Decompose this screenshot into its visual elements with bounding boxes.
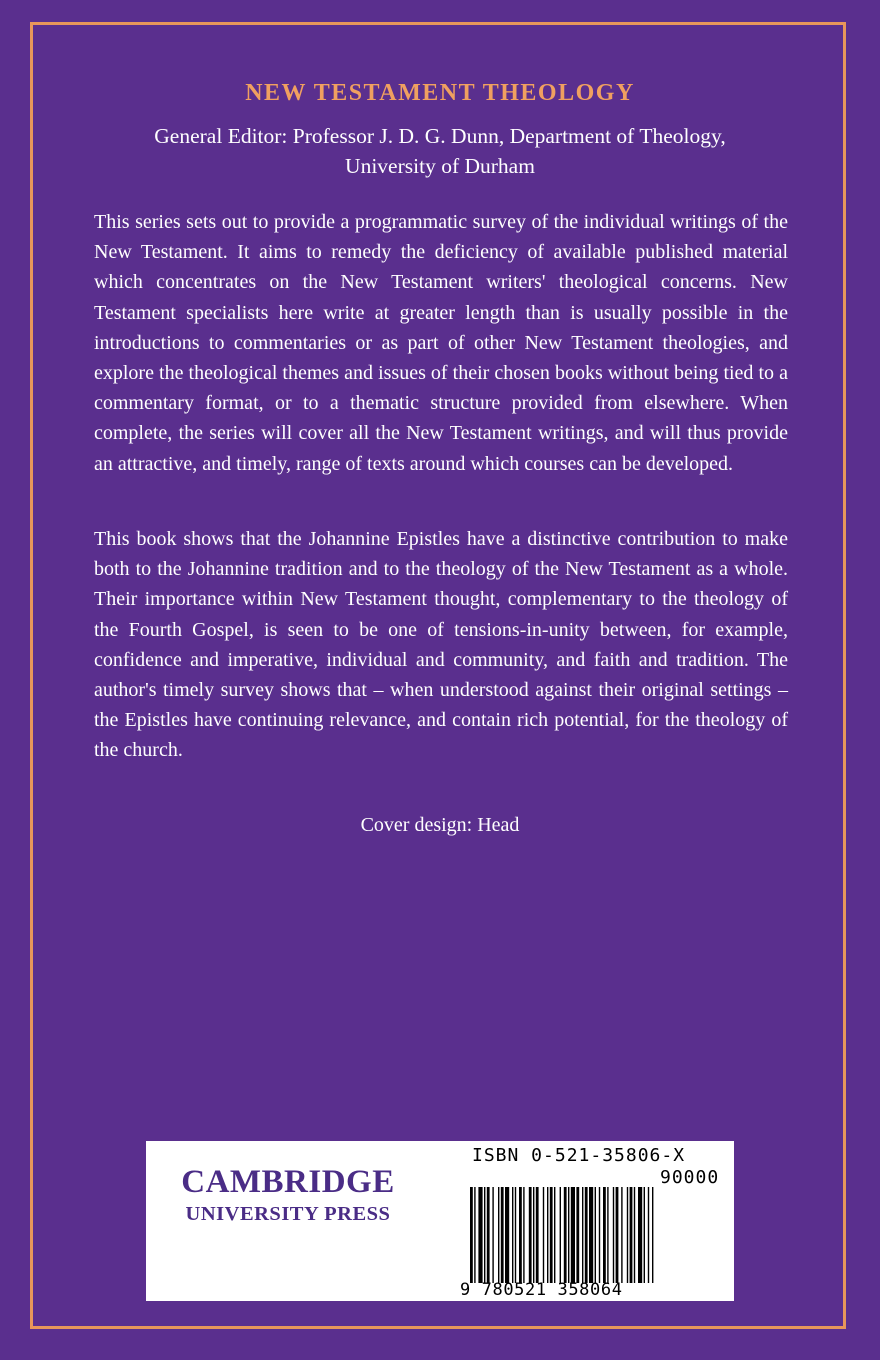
general-editor [0,121,880,181]
publisher-logo [158,1163,418,1227]
publisher-subtitle: UNIVERSITY PRESS [185,1203,391,1225]
series-description: This series sets out to provide a programmatic survey of the individual writings of the New Testament. It aims to remedy the deficiency of available published material which concentrates on the New Testament writers' theological concerns. New Testament specialists here write at greater length than is usually possible in the introductions to commentaries or as part of other New Testament theologies, and explore the theological themes and issues of their chosen books without being tied to a commentary format, or to a thematic structure provided from elsewhere. When complete, the series will cover all the New Testament writings, and will thus provide an attractive, and timely, range of texts around which courses can be developed. [94,211,788,475]
barcode-digits: 9 780521 358064 [460,1280,623,1300]
editor-line-1: General Editor: Professor J. D. G. Dunn, Department of Theology, [154,124,726,148]
cover-design-credit: Cover design: Head [360,814,520,836]
publisher-name: CAMBRIDGE [181,1164,395,1200]
isbn-number: ISBN 0-521-35806-X [472,1145,686,1166]
publisher-barcode-panel [146,1141,734,1301]
book-description: This book shows that the Johannine Epistles have a distinctive contribution to make both to the Johannine tradition and to the theology of the New Testament as a whole. Their importance within New Testament thought, complementary to the theology of the Fourth Gospel, is seen to be one of tensions-in-unity between, for example, confidence and imperative, individual and community, and faith and tradition. The author's timely survey shows that – when understood against their original settings – the Epistles have continuing relevance, and contain rich potential, for the theology of the church. [94,528,788,762]
editor-line-2: University of Durham [345,154,535,178]
price-code: 90000 [660,1167,720,1188]
series-title: NEW TESTAMENT THEOLOGY [245,80,635,106]
barcode-icon [468,1187,728,1283]
